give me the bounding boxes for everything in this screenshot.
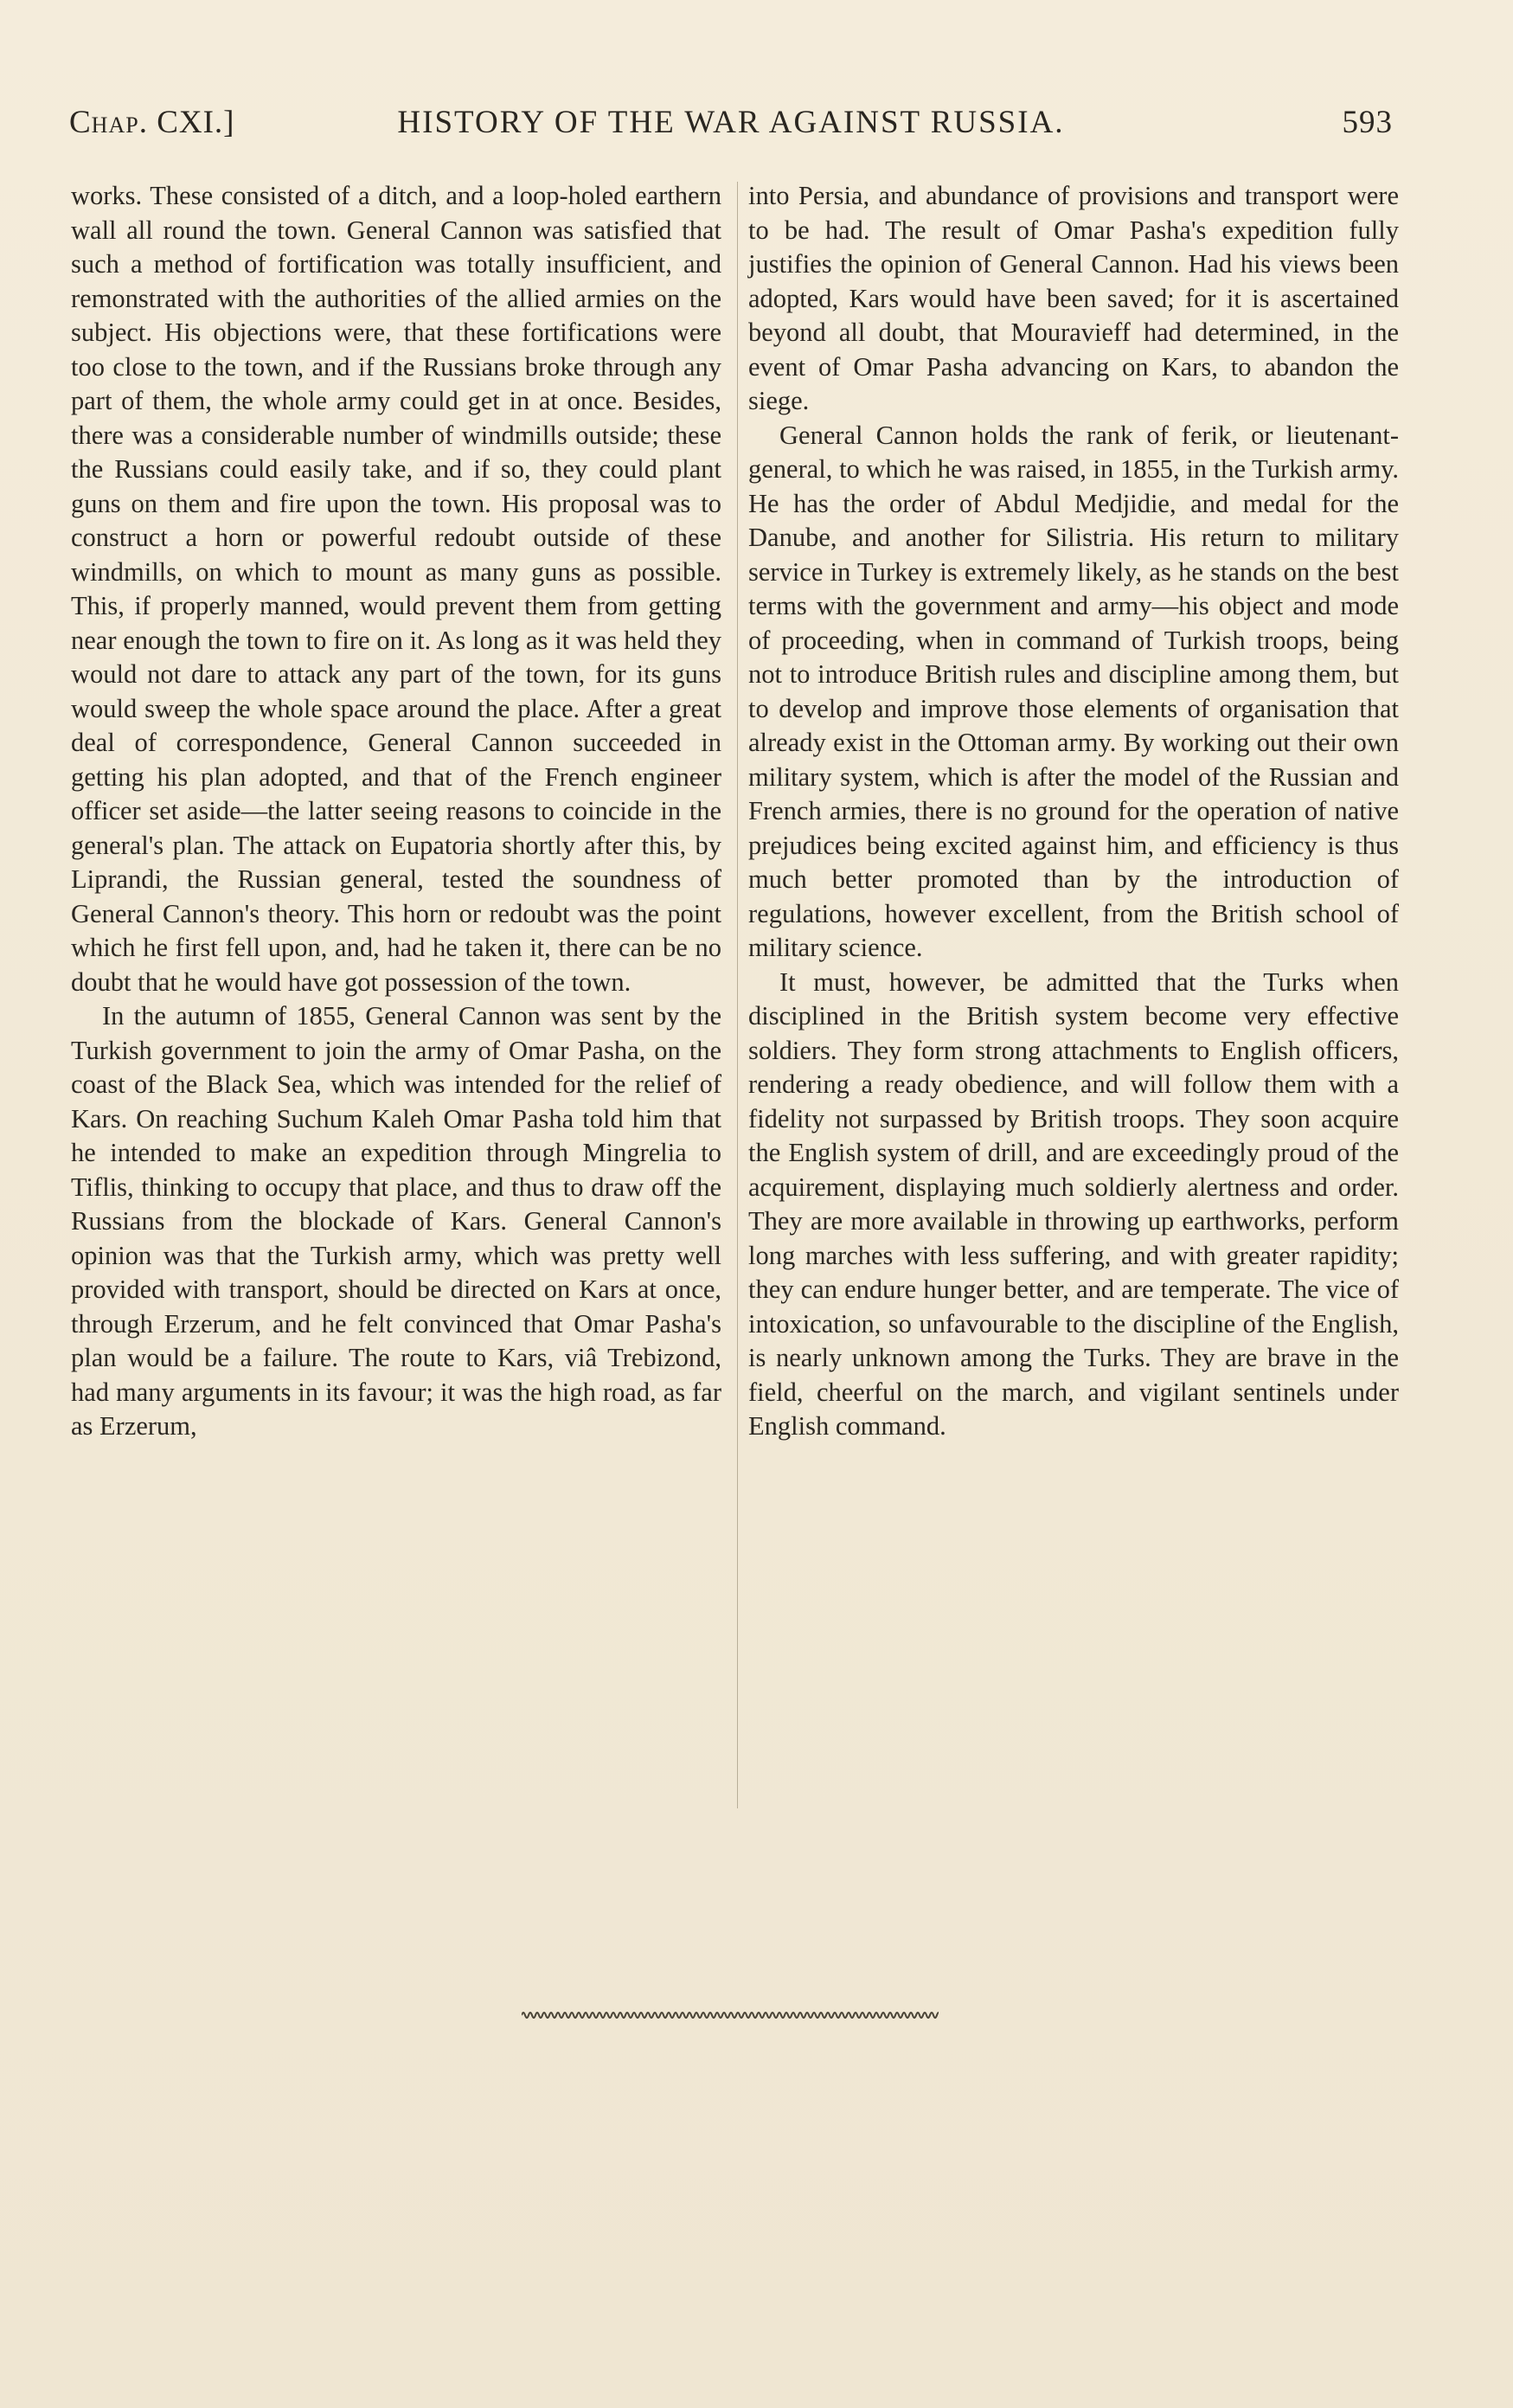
- chapter-label: Chap. CXI.]: [69, 105, 235, 140]
- right-column: [748, 179, 1399, 1444]
- running-head: [69, 104, 1393, 156]
- running-title: HISTORY OF THE WAR AGAINST RUSSIA.: [397, 105, 1065, 140]
- paragraph: In the autumn of 1855, General Cannon was sent by the Turkish government to join the army of Omar Pasha, on the coast of the Black Sea, which was intended for the relief of Kars. On reaching Suchum Kaleh Omar Pasha told him that he intended to make an expedition through Mingrelia to Tiflis, thinking to occupy that place, and thus to draw off the Russians from the blockade of Kars. General Cannon's opinion was that the Turkish army, which was pretty well provided with transport, should be directed on Kars at once, through Erzerum, and he felt convinced that Omar Pasha's plan would be a failure. The route to Kars, viâ Trebizond, had many arguments in its favour; it was the high road, as far as Erzerum,: [71, 1001, 721, 1441]
- paragraph: It must, however, be admitted that the Turks when disciplined in the British system become very effective soldiers. They form strong attachments to English officers, rendering a ready obedience, and will follow them with a fidelity not surpassed by British troops. They soon acquire the English system of drill, and are exceedingly proud of the acquirement, displaying much soldierly alertness and order. They are more available in throwing up earthworks, perform long marches with less suffering, and with greater rapidity; they can endure hunger better, and are temperate. The vice of intoxication, so unfavourable to the discipline of the English, is nearly unknown among the Turks. They are brave in the field, cheerful on the march, and vigilant sentinels under English command.: [748, 966, 1399, 1441]
- paragraph: works. These consisted of a ditch, and a loop-holed earthern wall all round the town. General Cannon was satisfied that such a method of fortification was totally insufficient, and remonstrated with the authorities of the allied armies on the subject. His objections were, that these fortifications were too close to the town, and if the Russians broke through any part of them, the whole army could get in at once. Besides, there was a considerable number of windmills outside; these the Russians could easily take, and if so, they could plant guns on them and fire upon the town. His proposal was to construct a horn or powerful redoubt outside of these windmills, on which to mount as many guns as possible. This, if properly manned, would prevent them from getting near enough the town to fire on it. As long as it was held they would not dare to attack any part of the town, for its guns would sweep the whole space around the place. After a great deal of correspondence, General Cannon succeeded in getting his plan adopted, and that of the French engineer officer set aside—the latter seeing reasons to coincide in the general's plan. The attack on Eupatoria shortly after this, by Liprandi, the Russian general, tested the soundness of General Cannon's theory. This horn or redoubt was the point which he first fell upon, and, had he taken it, there can be no doubt that he would have got possession of the town.: [71, 181, 721, 997]
- column-divider: [737, 182, 738, 1808]
- paragraph: into Persia, and abundance of provisions and transport were to be had. The result of Omar Pasha's expedition fully justifies the opinion of General Cannon. Had his views been adopted, Kars would have been saved; for it is ascertained beyond all doubt, that Mouravieff had determined, in the event of Omar Pasha advancing on Kars, to abandon the siege.: [748, 181, 1399, 415]
- wavy-rule-ornament-icon: [522, 2009, 939, 2021]
- left-column: [71, 179, 721, 1444]
- paragraph: General Cannon holds the rank of ferik, or lieutenant-general, to which he was raised, in 1855, in the Turkish army. He has the order of Abdul Medjidie, and medal for the Danube, and another for Silistria. His return to military service in Turkey is extremely likely, as he stands on the best terms with the government and army—his object and mode of proceeding, when in command of Turkish troops, being not to introduce British rules and discipline among them, but to develop and improve those elements of organisation that already exist in the Ottoman army. By working out their own military system, which is after the model of the Russian and French armies, there is no ground for the operation of native prejudices being excited against him, and efficiency is thus much better promoted than by the introduction of regulations, however excellent, from the British school of military science.: [748, 420, 1399, 962]
- page-number: 593: [1342, 105, 1393, 140]
